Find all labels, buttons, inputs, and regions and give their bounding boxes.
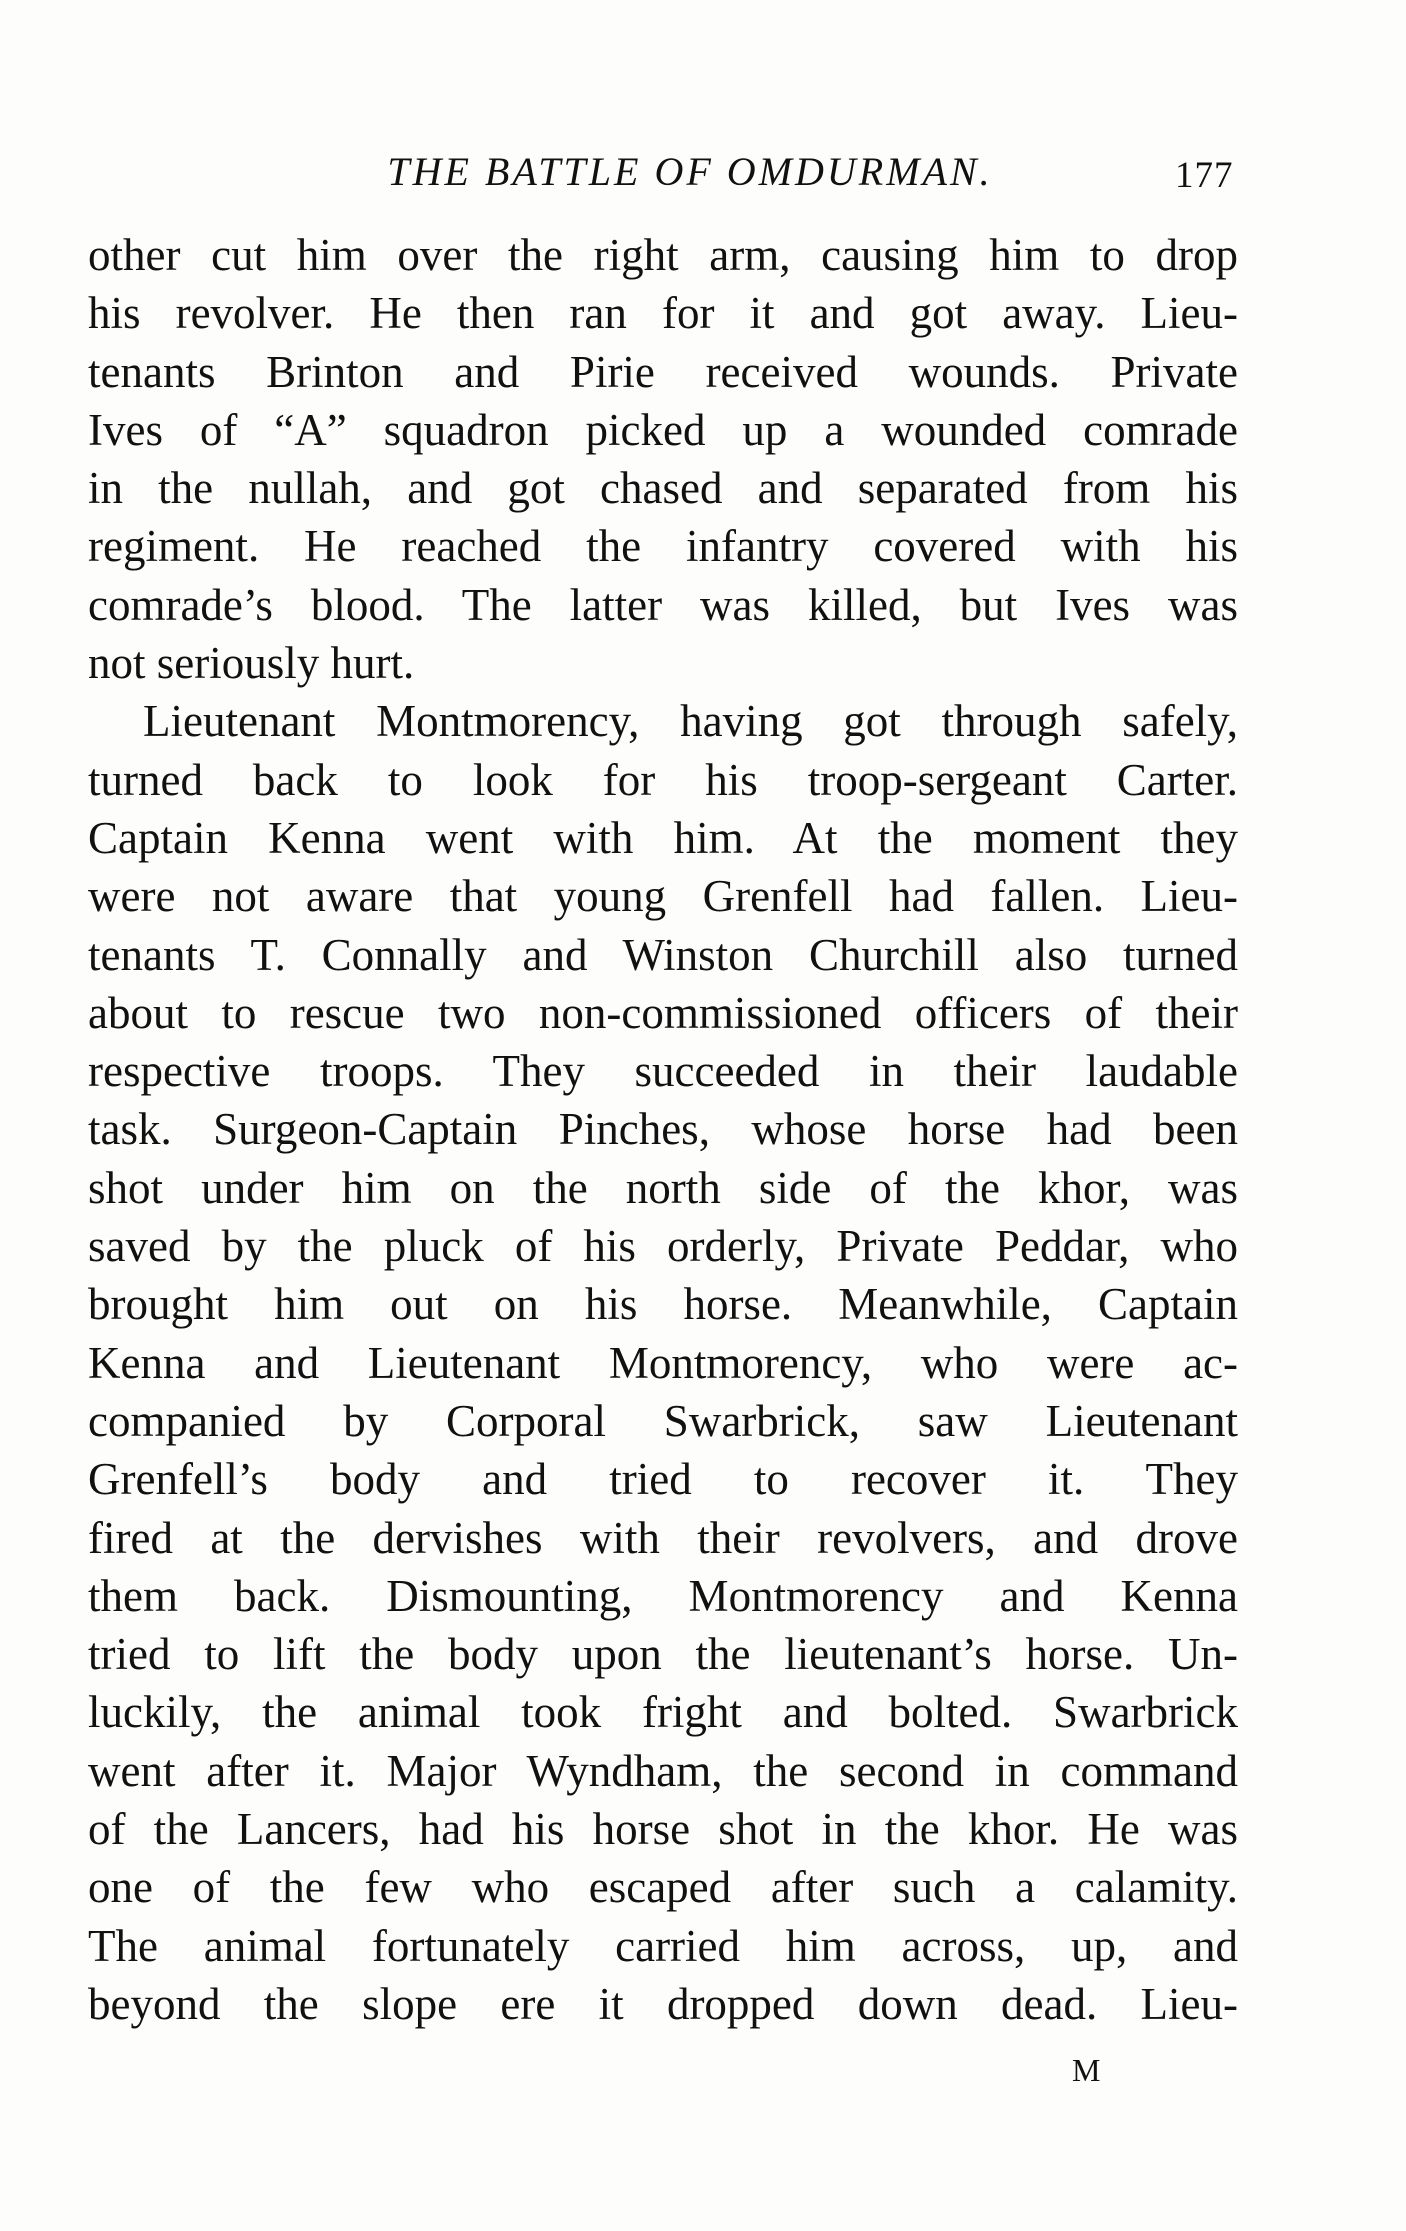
text-line: other cut him over the right arm, causing him to drop [88, 230, 1238, 280]
text-line: about to rescue two non-commissioned officers of their [88, 987, 1238, 1038]
running-head-title: THE BATTLE OF OMDURMAN. [387, 149, 993, 194]
text-line: Ives of “A” squadron picked up a wounded comrade [88, 404, 1238, 455]
text-line: Grenfell’s body and tried to recover it. They [88, 1454, 1238, 1505]
text-line: tenants T. Connally and Winston Churchill also turned [88, 929, 1238, 980]
text-line: in the nullah, and got chased and separated from his [88, 463, 1238, 514]
body-text [88, 226, 1238, 2033]
text-line: beyond the slope ere it dropped down dead. Lieu- [88, 1978, 1238, 2029]
text-line: fired at the dervishes with their revolvers, and drove [88, 1512, 1238, 1563]
text-line: not seriously hurt. [88, 638, 415, 689]
text-line: turned back to look for his troop-sergeant Carter. [88, 754, 1238, 805]
text-line: Lieutenant Montmorency, having got through safely, [143, 696, 1238, 747]
text-line: one of the few who escaped after such a calamity. [88, 1862, 1238, 1913]
text-line: comrade’s blood. The latter was killed, but Ives was [88, 579, 1238, 630]
text-line: tried to lift the body upon the lieutenant’s horse. Un- [88, 1629, 1238, 1680]
text-line: them back. Dismounting, Montmorency and Kenna [88, 1570, 1238, 1621]
text-line: tenants Brinton and Pirie received wounds. Private [88, 346, 1238, 397]
text-line: brought him out on his horse. Meanwhile, Captain [88, 1279, 1238, 1330]
text-line: of the Lancers, had his horse shot in the khor. He was [88, 1804, 1238, 1855]
text-line: Captain Kenna went with him. At the moment they [88, 812, 1238, 863]
text-line: luckily, the animal took fright and bolted. Swarbrick [88, 1687, 1238, 1738]
page-number: 177 [1175, 155, 1234, 196]
text-line: saved by the pluck of his orderly, Private Peddar, who [88, 1221, 1238, 1272]
text-line: went after it. Major Wyndham, the second in command [88, 1745, 1238, 1796]
text-line: Kenna and Lieutenant Montmorency, who were ac- [88, 1337, 1238, 1388]
text-line: regiment. He reached the infantry covered with his [88, 521, 1238, 572]
text-line: his revolver. He then ran for it and got away. Lieu- [88, 288, 1238, 339]
text-line: The animal fortunately carried him across, up, and [88, 1920, 1238, 1971]
text-line: were not aware that young Grenfell had fallen. Lieu- [88, 871, 1238, 922]
text-line: companied by Corporal Swarbrick, saw Lieutenant [88, 1395, 1238, 1446]
text-line: shot under him on the north side of the khor, was [88, 1162, 1238, 1213]
signature-mark: M [1072, 2052, 1102, 2088]
text-line: task. Surgeon-Captain Pinches, whose horse had been [88, 1104, 1238, 1155]
text-line: respective troops. They succeeded in their laudable [88, 1046, 1238, 1097]
